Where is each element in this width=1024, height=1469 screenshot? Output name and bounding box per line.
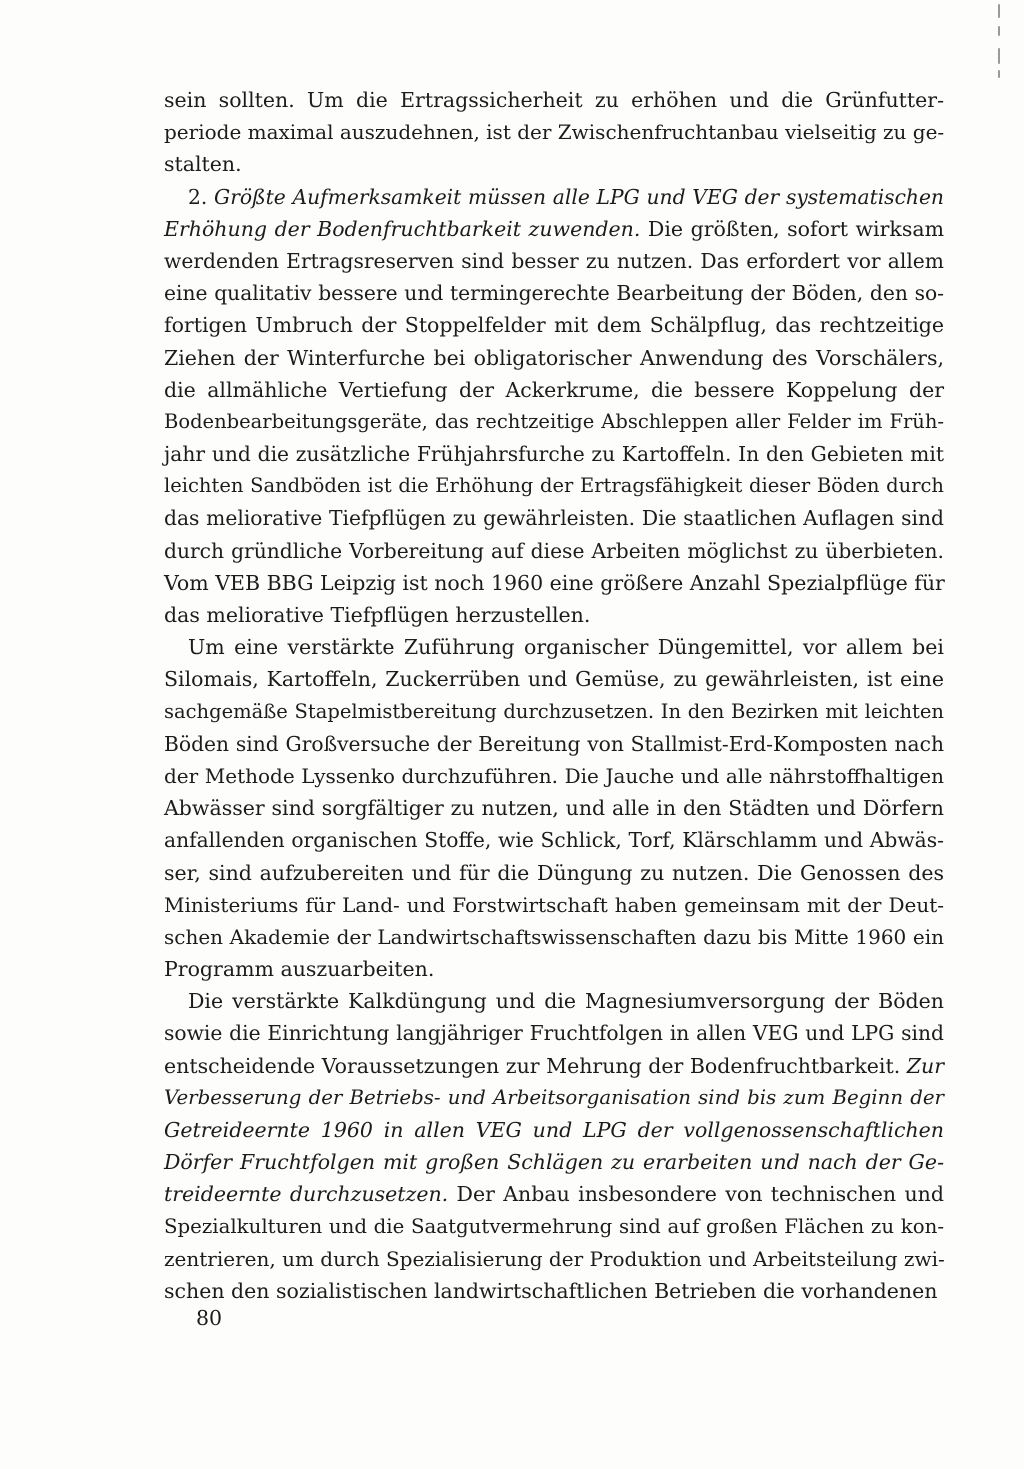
text-run: Die verstärkte Kalkdüngung und die Magnesiumversorgung der Böden xyxy=(188,989,944,1014)
text-line xyxy=(164,470,944,502)
italic-text: Zur xyxy=(906,1053,944,1078)
text-line xyxy=(164,277,944,309)
text-run: jahr und die zusätzliche Frühjahrsfurche zu Kartoffeln. In den Gebieten mit xyxy=(164,442,944,467)
paragraph xyxy=(164,631,944,985)
italic-text: treideernte durchzusetzen. xyxy=(164,1182,449,1207)
text-line xyxy=(164,1114,944,1146)
text-line xyxy=(164,1275,944,1307)
text-run: leichten Sandböden ist die Erhöhung der Ertragsfähigkeit dieser Böden durch xyxy=(164,474,944,498)
text-line xyxy=(164,181,944,213)
text-run: durch gründliche Vorbereitung auf diese Arbeiten möglichst zu überbieten. xyxy=(164,538,944,563)
text-line xyxy=(164,921,944,953)
text-run: Spezialkulturen und die Saatgutvermehrung sind auf großen Flächen zu kon- xyxy=(164,1214,944,1238)
text-run: ser, sind aufzubereiten und für die Düngung zu nutzen. Die Genossen des xyxy=(164,860,944,885)
text-run: das meliorative Tiefpflügen herzustellen. xyxy=(164,603,591,627)
text-line xyxy=(164,857,944,889)
text-line xyxy=(164,567,944,599)
text-run: Silomais, Kartoffeln, Zuckerrüben und Gemüse, zu gewährleisten, ist eine xyxy=(164,667,944,692)
text-line xyxy=(164,1211,944,1243)
text-line xyxy=(164,663,944,695)
text-line xyxy=(164,438,944,470)
text-run: Bodenbearbeitungsgeräte, das rechtzeitige Abschleppen aller Felder im Früh- xyxy=(164,409,944,433)
text-run: Ziehen der Winterfurche bei obligatorischer Anwendung des Vorschälers, xyxy=(164,345,944,370)
text-run: Um eine verstärkte Zuführung organischer Düngemittel, vor allem bei xyxy=(188,635,944,660)
italic-text: Dörfer Fruchtfolgen mit großen Schlägen zu erarbeiten und nach der Ge- xyxy=(164,1150,944,1175)
italic-text: Getreideernte 1960 in allen VEG und LPG der vollgenossenschaftlichen xyxy=(164,1118,944,1142)
text-run: der Methode Lyssenko durchzuführen. Die Jauche und alle nährstoffhaltigen xyxy=(164,763,944,788)
text-line xyxy=(164,535,944,567)
text-line xyxy=(164,696,944,728)
text-line xyxy=(164,148,944,180)
text-run: schen den sozialistischen landwirtschaftlichen Betrieben die vorhandenen xyxy=(164,1278,938,1303)
text-run: periode maximal auszudehnen, ist der Zwischenfruchtanbau vielseitig zu ge- xyxy=(164,120,945,145)
paragraph xyxy=(164,181,944,632)
text-line xyxy=(164,1146,944,1178)
text-line xyxy=(164,760,944,792)
text-line xyxy=(164,1050,944,1082)
page-number: 80 xyxy=(196,1306,223,1330)
text-run: stalten. xyxy=(164,152,242,177)
text-line xyxy=(164,1178,944,1210)
text-line xyxy=(164,116,944,148)
text-line xyxy=(164,824,944,856)
italic-text: Erhöhung der Bodenfruchtbarkeit zuwenden. xyxy=(164,216,641,241)
text-run: sachgemäße Stapelmistbereitung durchzusetzen. In den Bezirken mit leichten xyxy=(164,699,944,723)
text-line xyxy=(164,599,944,631)
text-line xyxy=(164,342,944,374)
text-run: zentrieren, um durch Spezialisierung der Produktion und Arbeitsteilung zwi- xyxy=(164,1246,945,1271)
text-run: die allmähliche Vertiefung der Ackerkrume, die bessere Koppelung der xyxy=(164,377,944,402)
text-run: fortigen Umbruch der Stoppelfelder mit dem Schälpflug, das rechtzeitige xyxy=(164,313,944,338)
text-line xyxy=(164,84,944,116)
text-line xyxy=(164,1017,944,1049)
text-line xyxy=(164,792,944,824)
text-run: Programm auszuarbeiten. xyxy=(164,957,435,982)
text-run: entscheidende Voraussetzungen zur Mehrung der Bodenfruchtbarkeit. xyxy=(164,1053,907,1078)
text-line xyxy=(164,1243,944,1275)
text-run: sein sollten. Um die Ertragssicherheit zu erhöhen und die Grünfutter- xyxy=(164,88,944,112)
text-run: Der Anbau insbesondere von technischen und xyxy=(448,1182,944,1207)
text-run: 2. xyxy=(188,184,215,209)
text-run: das meliorative Tiefpflügen zu gewährleisten. Die staatlichen Auflagen sind xyxy=(164,506,944,531)
scan-edge-marks xyxy=(998,0,1002,90)
text-run: Die größten, sofort wirksam xyxy=(640,216,945,241)
italic-text: Größte Aufmerksamkeit müssen alle LPG und VEG der systematischen xyxy=(214,184,944,209)
paragraph xyxy=(164,985,944,1307)
text-run: sowie die Einrichtung langjähriger Fruchtfolgen in allen VEG und LPG sind xyxy=(164,1021,944,1046)
text-line xyxy=(164,502,944,534)
text-line xyxy=(164,245,944,277)
body-text xyxy=(164,84,944,1307)
text-run: eine qualitativ bessere und termingerechte Bearbeitung der Böden, den so- xyxy=(164,281,944,306)
text-run: werdenden Ertragsreserven sind besser zu nutzen. Das erfordert vor allem xyxy=(164,248,944,273)
text-run: Abwässer sind sorgfältiger zu nutzen, und alle in den Städten und Dörfern xyxy=(164,796,944,821)
text-line xyxy=(164,889,944,921)
text-run: Vom VEB BBG Leipzig ist noch 1960 eine größere Anzahl Spezialpflüge für xyxy=(164,570,945,595)
text-line xyxy=(164,1082,944,1114)
text-line xyxy=(164,953,944,985)
text-line xyxy=(164,985,944,1017)
text-line xyxy=(164,406,944,438)
paragraph xyxy=(164,84,944,181)
italic-text: Verbesserung der Betriebs- und Arbeitsorganisation sind bis zum Beginn der xyxy=(164,1085,944,1109)
text-line xyxy=(164,309,944,341)
text-line xyxy=(164,631,944,663)
text-line xyxy=(164,374,944,406)
text-run: Ministeriums für Land- und Forstwirtschaft haben gemeinsam mit der Deut- xyxy=(164,892,944,917)
text-line xyxy=(164,728,944,760)
text-line xyxy=(164,213,944,245)
text-run: Böden sind Großversuche der Bereitung von Stallmist-Erd-Komposten nach xyxy=(164,731,944,756)
text-run: anfallenden organischen Stoffe, wie Schlick, Torf, Klärschlamm und Abwäs- xyxy=(164,828,944,853)
text-run: schen Akademie der Landwirtschaftswissenschaften dazu bis Mitte 1960 ein xyxy=(164,924,944,949)
